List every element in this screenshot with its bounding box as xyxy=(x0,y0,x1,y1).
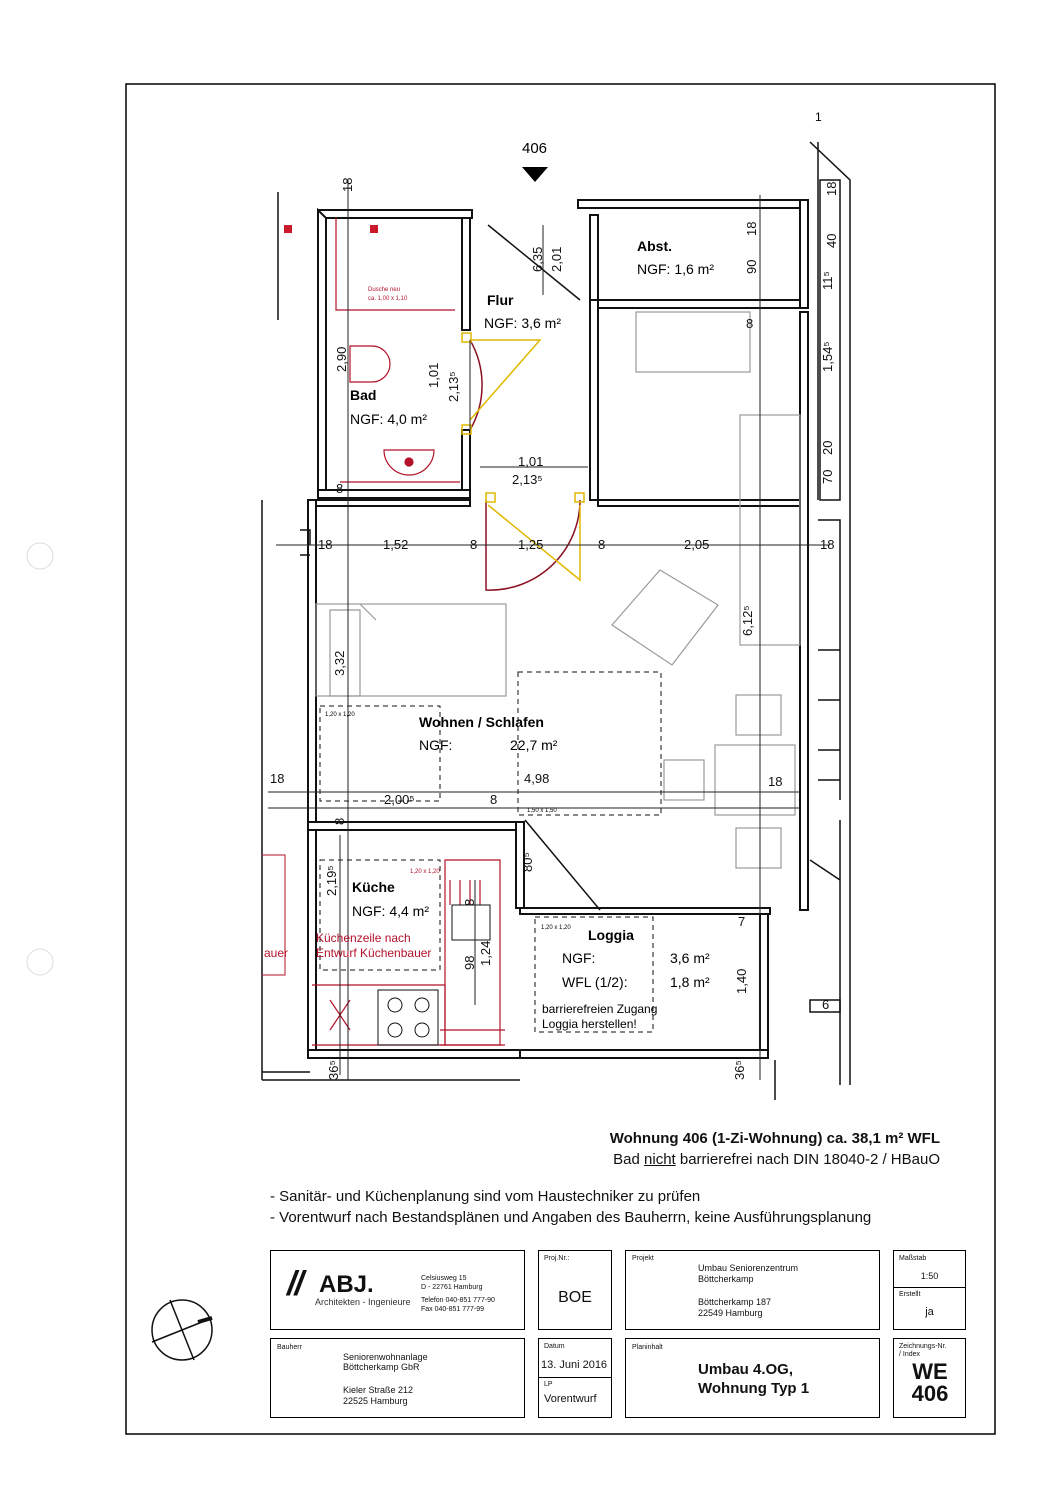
dim-90-abst: 90 xyxy=(744,259,759,274)
dim-8-kueche: 8 xyxy=(332,817,347,825)
loggia-ngf-label: NGF: xyxy=(562,950,596,966)
zeichnungs-line2: 406 xyxy=(911,1381,949,1406)
office-fax: Fax 040-851 777-99 xyxy=(421,1306,485,1313)
dim-20: 20 xyxy=(820,440,835,455)
subtitle-underlined: nicht xyxy=(644,1151,676,1168)
dim-row1-1-25: 1,25 xyxy=(518,537,544,552)
zeichnungs-line1: WE xyxy=(912,1359,948,1384)
kueche-note-2: Entwurf Küchenbauer xyxy=(316,946,432,960)
dim-36-right: 36⁵ xyxy=(732,1060,747,1080)
projekt-line2: Böttcherkamp xyxy=(698,1274,754,1284)
dim-1-40: 1,40 xyxy=(734,968,749,994)
dim-row1-2-05: 2,05 xyxy=(684,537,710,552)
kueche-box-note: 1,20 x 1,20 xyxy=(410,869,440,875)
projekt-box xyxy=(625,1250,880,1330)
north-arrow-icon xyxy=(152,1300,212,1360)
planinhalt-line2: Wohnung Typ 1 xyxy=(698,1380,810,1397)
projekt-addr2: 22549 Hamburg xyxy=(698,1308,763,1318)
armchair-icon xyxy=(612,570,718,665)
bauherr-box xyxy=(270,1338,525,1418)
planinhalt-label: Planinhalt xyxy=(632,1344,663,1351)
dim-18-top: 18 xyxy=(340,177,355,192)
chair-icon-1 xyxy=(736,695,781,735)
dim-2-13-a: 2,13⁵ xyxy=(446,371,461,402)
dim-row1-18-left: 18 xyxy=(318,537,333,552)
bad-fixtures xyxy=(336,218,460,482)
unit-marker-label: 406 xyxy=(522,140,548,157)
dim-row1-18-right: 18 xyxy=(820,537,835,552)
subtitle-pre: Bad xyxy=(613,1151,645,1168)
sheet-frame xyxy=(126,84,995,1434)
logo-text: ABJ. xyxy=(319,1271,374,1298)
datum-box xyxy=(538,1338,612,1418)
dim-2-00: 2,00⁵ xyxy=(384,792,415,807)
erstellt-label: Erstellt xyxy=(899,1291,921,1298)
bad-area: NGF: 4,0 m² xyxy=(350,411,428,427)
zeichnungs-label-1: Zeichnungs-Nr. xyxy=(899,1343,947,1350)
dim-36-left: 36⁵ xyxy=(326,1060,341,1080)
toilet-icon xyxy=(350,346,390,382)
dim-1-24: 1,24 xyxy=(478,940,493,966)
office-box xyxy=(270,1250,525,1330)
loggia-note-1: barrierefreien Zugang xyxy=(542,1002,658,1016)
proj-nr-box xyxy=(538,1250,612,1330)
projekt-addr1: Böttcherkamp 187 xyxy=(698,1297,772,1307)
neighbor-marker-red xyxy=(284,225,292,233)
punch-hole-bottom xyxy=(27,949,53,975)
dim-2-13-b: 2,13⁵ xyxy=(512,472,543,487)
stove-icon xyxy=(378,990,438,1045)
dim-6-fragment: 6 xyxy=(822,997,830,1012)
zeichnungs-box xyxy=(893,1338,966,1418)
lp-value: Vorentwurf xyxy=(544,1393,597,1405)
loggia-note-2: Loggia herstellen! xyxy=(542,1017,637,1031)
dim-2-19: 2,19⁵ xyxy=(324,865,339,896)
furniture xyxy=(316,312,800,868)
office-phone: Telefon 040-851 777-90 xyxy=(421,1297,495,1304)
bauherr-line2: Böttcherkamp GbR xyxy=(343,1362,420,1372)
bed-area-note: 1,20 x 1,20 xyxy=(325,712,355,718)
shower-size-note: ca. 1,00 x 1,10 xyxy=(368,296,408,302)
loggia-wfl-label: WFL (1/2): xyxy=(562,974,628,990)
page-mark: 1 xyxy=(815,110,822,124)
loggia-ngf-value: 3,6 m² xyxy=(670,950,710,966)
kueche-name: Küche xyxy=(352,879,395,895)
dim-18-right-top: 18 xyxy=(824,181,839,196)
office-address-2: D - 22761 Hamburg xyxy=(421,1284,483,1291)
dim-7: 7 xyxy=(738,914,746,929)
bauherr-line1: Seniorenwohnanlage xyxy=(343,1352,428,1362)
bad-door-leaf xyxy=(470,340,540,420)
dim-6-12: 6,12⁵ xyxy=(740,605,755,636)
note-1: - Sanitär- und Küchenplanung sind vom Haustechniker zu prüfen xyxy=(270,1188,701,1205)
massstab-label: Maßstab xyxy=(899,1255,927,1262)
kueche-area: NGF: 4,4 m² xyxy=(352,903,430,919)
dim-8-k2: 8 xyxy=(462,898,477,906)
dim-70: 70 xyxy=(820,469,835,484)
logo-slashes-icon: // xyxy=(287,1265,302,1303)
chair-icon-2 xyxy=(736,828,781,868)
abst-name: Abst. xyxy=(637,238,672,254)
bad-name: Bad xyxy=(350,387,377,403)
datum-label: Datum xyxy=(544,1343,565,1350)
wohnen-area-label: NGF: xyxy=(419,737,453,753)
bad-marker-red xyxy=(370,225,378,233)
shower-note: Dusche neu xyxy=(368,287,401,293)
flur-area: NGF: 3,6 m² xyxy=(484,315,562,331)
table-icon xyxy=(715,745,795,815)
dim-8-abst: 8 xyxy=(746,316,754,331)
dim-2-90: 2,90 xyxy=(334,346,349,372)
lp-label: LP xyxy=(544,1381,553,1388)
dim-2-01: 2,01 xyxy=(549,246,564,272)
abst-area: NGF: 1,6 m² xyxy=(637,261,715,277)
planinhalt-line1: Umbau 4.OG, xyxy=(698,1361,794,1378)
dim-1-01-a: 1,01 xyxy=(426,362,441,388)
punch-hole-top xyxy=(27,543,53,569)
massstab-value: 1:50 xyxy=(920,1271,939,1281)
sink-icon xyxy=(452,905,490,940)
projekt-label: Projekt xyxy=(632,1255,654,1262)
dim-40: 40 xyxy=(824,233,839,248)
bauherr-addr1: Kieler Straße 212 xyxy=(343,1385,414,1395)
rug-area-note: 1,50 x 1,50 xyxy=(527,808,557,814)
unit-marker-arrow-icon xyxy=(522,167,548,182)
unit-summary-subtitle xyxy=(480,1151,940,1168)
dim-row1-1-52: 1,52 xyxy=(383,537,409,552)
subtitle-post: barrierefrei nach DIN 18040-2 / HBauO xyxy=(675,1151,940,1168)
dim-row1-8-b: 8 xyxy=(598,537,606,552)
dim-1-01-b: 1,01 xyxy=(518,454,544,469)
loggia-name: Loggia xyxy=(588,927,634,943)
wohnen-area-value: 22,7 m² xyxy=(510,737,558,753)
dim-18-left: 18 xyxy=(270,771,285,786)
note-2: - Vorentwurf nach Bestandsplänen und Angaben des Bauherrn, keine Ausführungsplanung xyxy=(270,1209,872,1226)
flur-name: Flur xyxy=(487,292,514,308)
kueche-note-1: Küchenzeile nach xyxy=(316,931,411,945)
proj-nr-label: Proj.Nr.: xyxy=(544,1255,570,1262)
dim-18-abst: 18 xyxy=(744,221,759,236)
unit-summary-title: Wohnung 406 (1-Zi-Wohnung) ca. 38,1 m² WFL xyxy=(609,1130,940,1147)
dim-80: 80⁵ xyxy=(520,852,535,872)
loggia-wfl-value: 1,8 m² xyxy=(670,974,710,990)
neighbor-kitchen-fragment: auer xyxy=(264,946,289,960)
proj-nr-value: BOE xyxy=(558,1289,592,1306)
bauherr-label: Bauherr xyxy=(277,1344,302,1351)
office-address-1: Celsiusweg 15 xyxy=(421,1275,467,1282)
loggia-box-note: 1,20 x 1,20 xyxy=(541,925,571,931)
planinhalt-box xyxy=(625,1338,880,1418)
wohnen-name: Wohnen / Schlafen xyxy=(419,714,544,730)
dim-6-35: 6,35 xyxy=(530,246,545,272)
erstellt-value: ja xyxy=(925,1306,934,1318)
bauherr-addr2: 22525 Hamburg xyxy=(343,1396,408,1406)
dim-1-54: 1,54⁵ xyxy=(820,341,835,372)
bed-icon xyxy=(316,604,506,696)
dim-11: 11⁵ xyxy=(820,271,835,290)
dim-row1-8-a: 8 xyxy=(470,537,478,552)
dim-8-mid: 8 xyxy=(490,792,498,807)
zeichnungs-label-2: / Index xyxy=(899,1351,921,1358)
datum-value: 13. Juni 2016 xyxy=(541,1359,608,1371)
dim-3-32: 3,32 xyxy=(332,650,347,676)
shelf-icon xyxy=(636,312,750,372)
massstab-box xyxy=(893,1250,966,1330)
logo-subtitle: Architekten - Ingenieure xyxy=(315,1297,411,1307)
dim-18-right: 18 xyxy=(768,774,783,789)
dim-4-98: 4,98 xyxy=(524,771,550,786)
loggia-door-line xyxy=(525,820,600,910)
projekt-line1: Umbau Seniorenzentrum xyxy=(698,1263,799,1273)
chair-icon-3 xyxy=(664,760,704,800)
dim-8-bad: 8 xyxy=(336,481,344,496)
dim-98: 98 xyxy=(462,955,477,970)
bad-door-swing xyxy=(470,340,482,430)
